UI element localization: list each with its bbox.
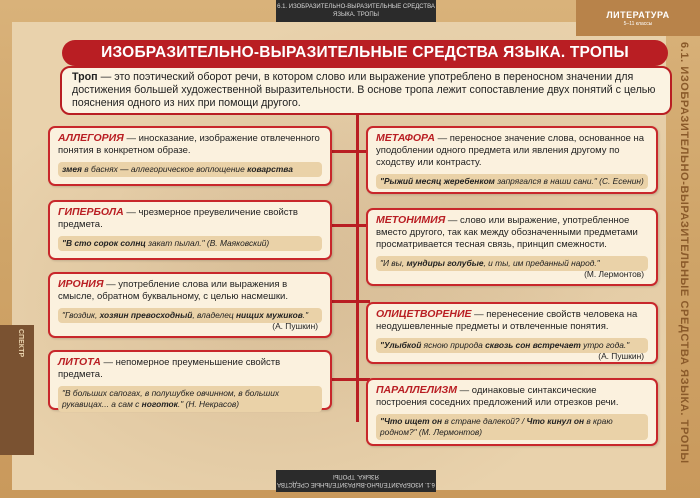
term-metonymy: МЕТОНИМИЯ: [376, 214, 446, 226]
def-irony: — употребление слова или выражения в смысле, обратном буквальному, с целью насмешки.: [58, 279, 288, 302]
branch-line-1: [330, 150, 370, 153]
ex-litotes-3: .": [177, 399, 184, 409]
example-litotes: [58, 386, 322, 412]
ex-irony-3: , владелец: [192, 310, 236, 320]
publisher-strip: [0, 325, 34, 455]
card-hyperbole: [48, 200, 332, 260]
example-allegory: [58, 162, 322, 177]
term-metaphor: МЕТАФОРА: [376, 132, 435, 144]
ex-irony-2: хозяин превосходный: [99, 310, 193, 320]
ex-allegory-1: змея: [62, 164, 82, 174]
term-hyperbole: ГИПЕРБОЛА: [58, 206, 124, 218]
example-parallelism: [376, 414, 648, 440]
top-label: 6.1. ИЗОБРАЗИТЕЛЬНО-ВЫРАЗИТЕЛЬНЫЕ СРЕДСТВА ЯЗЫКА. ТРОПЫ: [276, 0, 436, 22]
ex-parallelism-4: в краю родном?": [380, 416, 613, 437]
intro-term: Троп: [72, 71, 98, 83]
card-parallelism: [366, 378, 658, 446]
intro-definition: [60, 66, 672, 115]
ex-irony-1: "Гвоздик,: [62, 310, 100, 320]
author-parallelism: (М. Лермонтов): [418, 427, 483, 437]
ex-parallelism-2: в стране далекой? /: [442, 416, 527, 426]
branch-line-4: [330, 378, 370, 381]
def-metaphor: — переносное значение слова, основанное на уподоблении одного предмета или явления другому по сходству или контрасту.: [376, 133, 645, 168]
branch-line-2: [330, 224, 370, 227]
trunk-line: [356, 115, 359, 422]
ex-personification-3: сквозь сон встречает: [485, 340, 581, 350]
example-hyperbole: [58, 236, 322, 251]
ex-parallelism-3: Что кинул он: [526, 416, 585, 426]
ex-metonymy-1: "И вы,: [380, 258, 407, 268]
term-parallelism: ПАРАЛЛЕЛИЗМ: [376, 384, 458, 396]
def-parallelism: — одинаковые синтаксические построения соседних предложений или отрезков речи.: [376, 385, 619, 408]
subject-corner: [576, 0, 700, 36]
ex-hyperbole-1: "В сто сорок солнц: [62, 238, 146, 248]
author-irony: (А. Пушкин): [272, 321, 318, 331]
ex-litotes-2: ноготок: [141, 399, 178, 409]
card-litotes: [48, 350, 332, 410]
def-metonymy: — слово или выражение, употребленное вместо другого, так как между обозначенными предметами просматривается тесная связь, принцип смежности.: [376, 215, 638, 250]
publisher-logo: СПЕКТР: [17, 329, 24, 358]
ex-personification-1: "Улыбкой: [380, 340, 422, 350]
ex-metonymy-3: , и ты, им преданный народ.": [483, 258, 600, 268]
card-metaphor: [366, 126, 658, 194]
ex-personification-2: ясною природа: [421, 340, 486, 350]
term-personification: ОЛИЦЕТВОРЕНИЕ: [376, 308, 472, 320]
card-metonymy: [366, 208, 658, 286]
ex-allegory-3: коварства: [247, 164, 293, 174]
ex-irony-5: .": [302, 310, 309, 320]
term-irony: ИРОНИЯ: [58, 278, 104, 290]
side-title: 6.1. ИЗОБРАЗИТЕЛЬНО-ВЫРАЗИТЕЛЬНЫЕ СРЕДСТВА ЯЗЫКА. ТРОПЫ: [678, 42, 690, 464]
corner-grades: 5–11 классы: [623, 21, 653, 27]
ex-metaphor-1: "Рыжий месяц жеребенком: [380, 176, 495, 186]
intro-text: — это поэтический оборот речи, в котором слово или выражение употреблено в переносном значении для достижения большей художественной выразительности. В основе тропа лежит сопоставление двух понятий с целью пояснения одного из них при помощи другого.: [72, 71, 656, 109]
ex-metonymy-2: мундиры голубые: [406, 258, 484, 268]
author-metaphor: (С. Есенин): [599, 176, 644, 186]
ex-metaphor-2: запрягался в наши сани.": [494, 176, 597, 186]
ex-irony-4: нищих мужиков: [236, 310, 303, 320]
branch-line-3: [330, 300, 370, 303]
ex-personification-4: утро года.": [580, 340, 630, 350]
example-personification: [376, 338, 648, 361]
def-personification: — перенесение свойств человека на неодушевленные предметы и отвлеченные понятия.: [376, 309, 638, 332]
example-metaphor: [376, 174, 648, 189]
author-metonymy: (М. Лермонтов): [584, 269, 644, 279]
bottom-label: 6.1. ИЗОБРАЗИТЕЛЬНО-ВЫРАЗИТЕЛЬНЫЕ СРЕДСТВА ЯЗЫКА. ТРОПЫ: [276, 470, 436, 492]
page-title: ИЗОБРАЗИТЕЛЬНО-ВЫРАЗИТЕЛЬНЫЕ СРЕДСТВА ЯЗЫКА. ТРОПЫ: [62, 40, 668, 66]
ex-allegory-2: в баснях — аллегорическое воплощение: [81, 164, 248, 174]
ex-litotes-1: "В больших сапогах, в полушубке овчинном, в больших рукавицах... а сам с: [62, 388, 280, 409]
term-litotes: ЛИТОТА: [58, 356, 101, 368]
corner-subject: ЛИТЕРАТУРА: [606, 10, 670, 20]
card-allegory: [48, 126, 332, 186]
author-personification: (А. Пушкин): [598, 351, 644, 361]
card-personification: [366, 302, 658, 364]
ex-hyperbole-2: закат пылал.": [145, 238, 205, 248]
def-hyperbole: — чрезмерное преувеличение свойств предмета.: [58, 207, 298, 230]
card-irony: [48, 272, 332, 338]
ex-parallelism-1: "Что ищет он: [380, 416, 443, 426]
def-litotes: — непомерное преуменьшение свойств предмета.: [58, 357, 281, 380]
author-hyperbole: (В. Маяковский): [206, 238, 270, 248]
term-allegory: АЛЛЕГОРИЯ: [58, 132, 124, 144]
author-litotes: (Н. Некрасов): [185, 399, 240, 409]
example-metonymy: [376, 256, 648, 279]
example-irony: [58, 308, 322, 331]
def-allegory: — иносказание, изображение отвлеченного понятия в конкретном образе.: [58, 133, 320, 156]
